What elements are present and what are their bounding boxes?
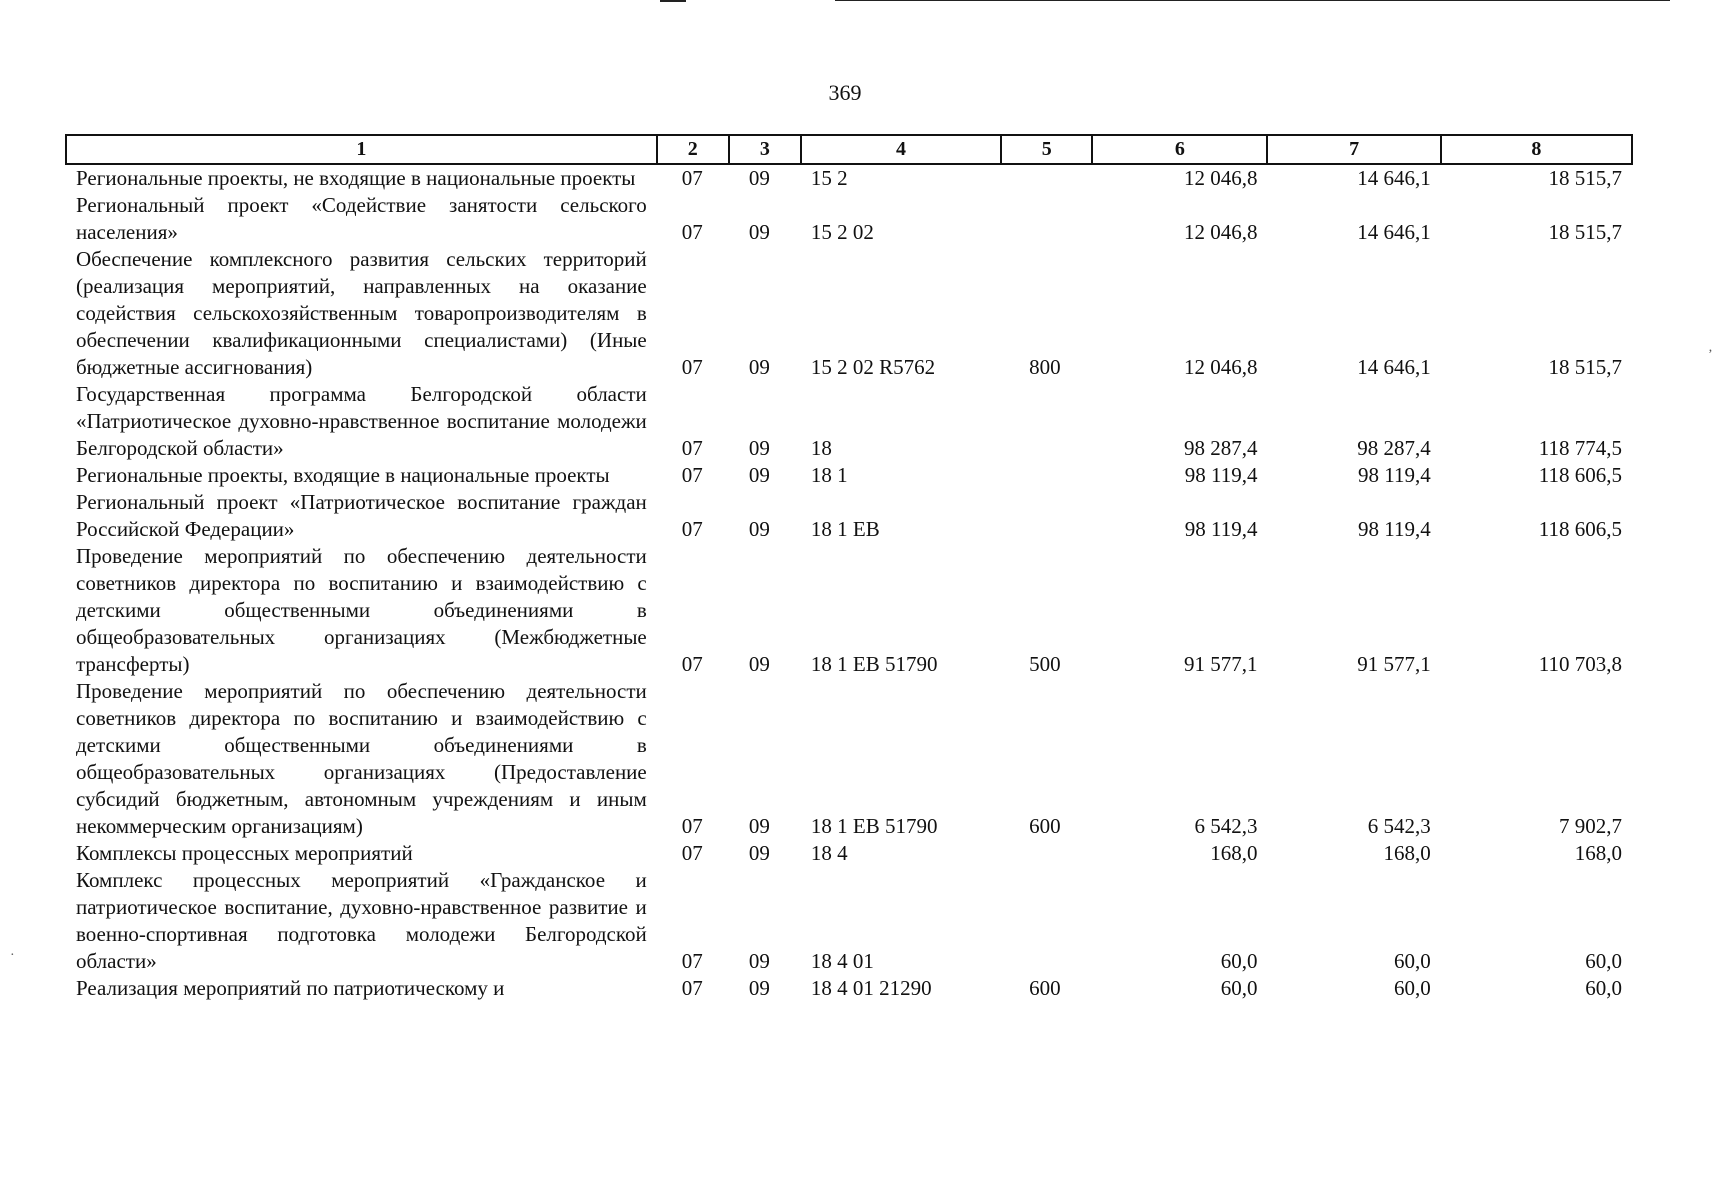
row-name: Государственная программа Белгородской области «Патриотическое духовно-нравственное воспитание молодежи Белгородской области» [76,382,647,460]
scan-edge-line-right [835,0,1670,1]
header-row [66,135,1632,164]
row-subsection-code: 09 [748,976,770,1000]
row-amount-col6: 6 542,3 [1194,814,1258,838]
row-amount-col8: 18 515,7 [1548,355,1622,379]
scan-edge-line-left [660,0,686,2]
page-number: 369 [828,80,862,105]
row-name: Обеспечение комплексного развития сельских территорий (реализация мероприятий, направленных на оказание содействия сельскохозяйственным товаропроизводителям в обеспечении квалификационными специалистами) (Иные бюджетные ассигнования) [76,247,647,379]
table-row [66,840,1632,867]
row-name: Региональный проект «Патриотическое воспитание граждан Российской Федерации» [76,490,647,541]
row-section-code: 07 [681,220,703,244]
header-col-1: 1 [66,135,657,164]
header-col-2: 2 [657,135,729,164]
row-amount-col6: 98 119,4 [1184,517,1258,541]
row-amount-col7: 14 646,1 [1357,355,1431,379]
row-amount-col7: 6 542,3 [1367,814,1431,838]
row-section-code: 07 [681,436,703,460]
table-row [66,678,1632,840]
row-amount-col8: 7 902,7 [1559,814,1622,838]
row-section-code: 07 [681,166,703,190]
row-subsection-code: 09 [748,517,770,541]
row-subsection-code: 09 [748,355,770,379]
row-expense-type: 800 [1029,355,1061,379]
budget-table [65,134,1633,1002]
row-amount-col6: 98 119,4 [1184,463,1258,487]
row-amount-col6: 98 287,4 [1183,436,1258,460]
row-subsection-code: 09 [748,949,770,973]
row-section-code: 07 [681,976,703,1000]
row-target-article: 18 4 [810,841,848,865]
row-section-code: 07 [681,841,703,865]
row-expense-type [1001,462,1092,489]
row-amount-col7: 60,0 [1393,949,1431,973]
row-amount-col7: 98 119,4 [1357,463,1431,487]
row-expense-type: 600 [1029,976,1061,1000]
table-row [66,192,1632,246]
table-row [66,246,1632,381]
row-amount-col8: 118 606,5 [1538,463,1622,487]
row-subsection-code: 09 [748,463,770,487]
header-col-6: 6 [1092,135,1267,164]
row-amount-col8: 110 703,8 [1538,652,1622,676]
row-amount-col8: 18 515,7 [1548,166,1622,190]
row-section-code: 07 [681,814,703,838]
row-expense-type [1001,840,1092,867]
table-row [66,543,1632,678]
row-amount-col8: 60,0 [1585,976,1622,1000]
row-amount-col6: 168,0 [1210,841,1258,865]
row-subsection-code: 09 [748,436,770,460]
row-expense-type [1001,192,1092,246]
row-amount-col6: 60,0 [1220,976,1258,1000]
row-amount-col6: 12 046,8 [1183,220,1258,244]
row-amount-col7: 168,0 [1383,841,1431,865]
row-target-article: 18 1 ЕВ [810,517,880,541]
scan-speck: ‚ [1708,340,1713,355]
row-name: Региональные проекты, не входящие в национальные проекты [76,166,636,190]
row-expense-type [1001,381,1092,462]
table-row [66,975,1632,1002]
row-target-article: 18 1 [810,463,848,487]
row-subsection-code: 09 [748,220,770,244]
table-row [66,462,1632,489]
row-amount-col8: 18 515,7 [1548,220,1622,244]
row-target-article: 18 [810,436,832,460]
row-section-code: 07 [681,517,703,541]
row-target-article: 18 1 ЕВ 51790 [810,652,938,676]
row-amount-col7: 98 287,4 [1357,436,1431,460]
row-subsection-code: 09 [748,652,770,676]
row-amount-col6: 91 577,1 [1183,652,1258,676]
table-row [66,867,1632,975]
row-name: Региональный проект «Содействие занятости сельского населения» [76,193,647,244]
row-expense-type: 500 [1029,652,1061,676]
row-amount-col7: 14 646,1 [1357,166,1431,190]
row-expense-type [1001,164,1092,192]
row-target-article: 18 4 01 21290 [810,976,932,1000]
header-col-5: 5 [1001,135,1092,164]
row-target-article: 15 2 02 [810,220,874,244]
row-amount-col8: 168,0 [1574,841,1622,865]
row-name: Проведение мероприятий по обеспечению деятельности советников директора по воспитанию и взаимодействию с детскими общественными объединениями в общеобразовательных организациях (Предоставление субсидий бюджетным, автономным учреждениям и иным некоммерческим организациям) [76,679,647,838]
row-section-code: 07 [681,652,703,676]
header-col-8: 8 [1441,135,1632,164]
header-col-3: 3 [729,135,801,164]
row-section-code: 07 [681,463,703,487]
row-name: Проведение мероприятий по обеспечению деятельности советников директора по воспитанию и взаимодействию с детскими общественными объединениями в общеобразовательных организациях (Межбюджетные трансферты) [76,544,647,676]
row-amount-col8: 60,0 [1585,949,1622,973]
row-subsection-code: 09 [748,814,770,838]
row-amount-col6: 12 046,8 [1183,355,1258,379]
row-amount-col7: 91 577,1 [1357,652,1431,676]
row-target-article: 18 1 ЕВ 51790 [810,814,938,838]
row-subsection-code: 09 [748,841,770,865]
row-target-article: 18 4 01 [810,949,874,973]
table-row [66,381,1632,462]
row-name: Реализация мероприятий по патриотическому и [76,976,505,1000]
row-target-article: 15 2 02 R5762 [810,355,936,379]
row-amount-col7: 14 646,1 [1357,220,1431,244]
row-name: Комплекс процессных мероприятий «Гражданское и патриотическое воспитание, духовно-нравственное развитие и военно-спортивная подготовка молодежи Белгородской области» [76,868,647,973]
scan-speck: · [10,948,15,963]
row-amount-col8: 118 606,5 [1538,517,1622,541]
row-target-article: 15 2 [810,166,848,190]
row-amount-col7: 98 119,4 [1357,517,1431,541]
row-amount-col6: 60,0 [1220,949,1258,973]
row-name: Комплексы процессных мероприятий [76,841,413,865]
header-col-7: 7 [1267,135,1440,164]
row-amount-col6: 12 046,8 [1183,166,1258,190]
row-expense-type [1001,867,1092,975]
row-amount-col7: 60,0 [1393,976,1431,1000]
table-row [66,164,1632,192]
row-name: Региональные проекты, входящие в национальные проекты [76,463,610,487]
table-row [66,489,1632,543]
row-amount-col8: 118 774,5 [1538,436,1622,460]
row-section-code: 07 [681,355,703,379]
row-section-code: 07 [681,949,703,973]
row-subsection-code: 09 [748,166,770,190]
row-expense-type [1001,489,1092,543]
row-expense-type: 600 [1029,814,1061,838]
header-col-4: 4 [801,135,1001,164]
